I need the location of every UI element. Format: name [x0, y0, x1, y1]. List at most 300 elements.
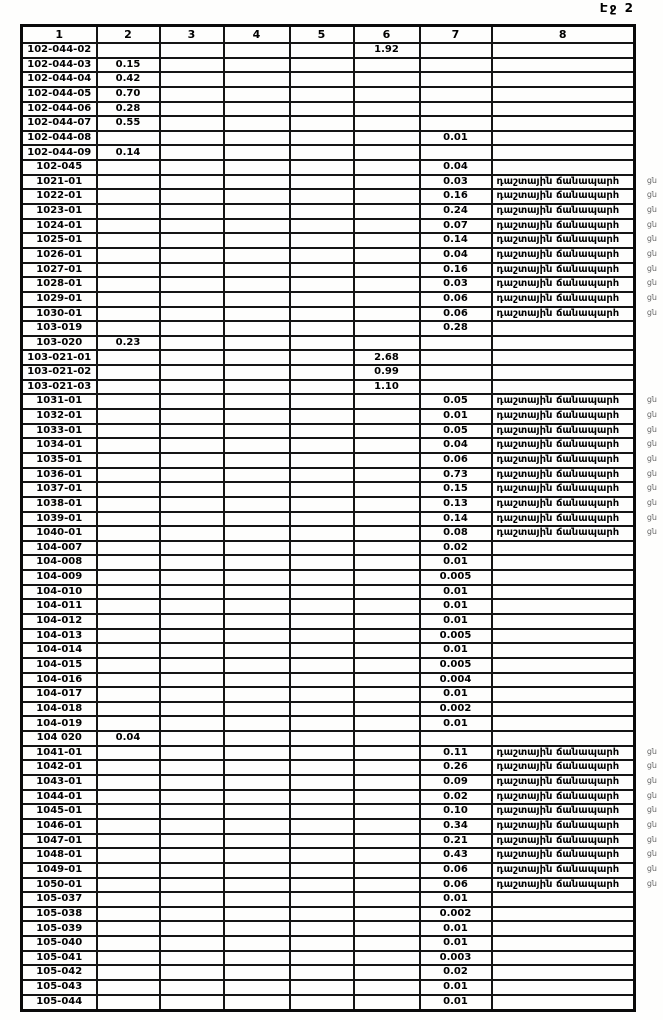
table-row [22, 497, 635, 512]
table-row [22, 892, 635, 907]
cell-col2 [97, 995, 160, 1011]
cell-col6 [354, 614, 420, 629]
cell-col6 [354, 673, 420, 688]
cell-col2 [97, 380, 160, 395]
cell-code: 104-009 [22, 570, 97, 585]
cell-col8: դաշտային ճանապարհ ցն [492, 497, 635, 512]
cell-col7 [420, 350, 492, 365]
cell-col5 [290, 775, 354, 790]
cell-col3 [160, 189, 224, 204]
cell-col7 [420, 87, 492, 102]
margin-mark: ցն [646, 483, 657, 493]
cell-code: 104-011 [22, 599, 97, 614]
cell-col6 [354, 102, 420, 117]
table-row [22, 951, 635, 966]
cell-col8 [492, 321, 635, 336]
table-row [22, 863, 635, 878]
cell-col5 [290, 263, 354, 278]
column-header-7: 7 [420, 26, 492, 44]
cell-col2 [97, 263, 160, 278]
cell-col3 [160, 365, 224, 380]
cell-code: 105-037 [22, 892, 97, 907]
margin-mark: ցն [646, 410, 657, 420]
cell-col6 [354, 878, 420, 893]
cell-col4 [224, 512, 290, 527]
cell-col8 [492, 43, 635, 58]
cell-col3 [160, 834, 224, 849]
cell-col7 [420, 72, 492, 87]
cell-col2 [97, 863, 160, 878]
header-row [22, 26, 635, 44]
cell-col4 [224, 673, 290, 688]
cell-col7: 0.02 [420, 541, 492, 556]
cell-col5 [290, 936, 354, 951]
table-row [22, 336, 635, 351]
cell-code: 103-021-02 [22, 365, 97, 380]
cell-col4 [224, 263, 290, 278]
cell-col3 [160, 995, 224, 1011]
cell-col8 [492, 570, 635, 585]
cell-col5 [290, 716, 354, 731]
table-row [22, 921, 635, 936]
cell-col7: 0.16 [420, 263, 492, 278]
cell-col8: դաշտային ճանապարհ ցն [492, 189, 635, 204]
cell-col5 [290, 292, 354, 307]
cell-col4 [224, 468, 290, 483]
cell-code: 1044-01 [22, 790, 97, 805]
margin-mark: ցն [646, 205, 657, 215]
column-header-5: 5 [290, 26, 354, 44]
cell-col7: 0.03 [420, 175, 492, 190]
cell-col7: 0.01 [420, 716, 492, 731]
cell-col8: դաշտային ճանապարհ ցն [492, 878, 635, 893]
table-row [22, 233, 635, 248]
cell-col7: 0.08 [420, 526, 492, 541]
margin-mark: ցն [646, 849, 657, 859]
cell-col5 [290, 702, 354, 717]
cell-col7: 0.01 [420, 599, 492, 614]
cell-col4 [224, 482, 290, 497]
cell-code: 1032-01 [22, 409, 97, 424]
cell-col2 [97, 307, 160, 322]
cell-col8: դաշտային ճանապարհ ցն [492, 804, 635, 819]
margin-mark: ցն [646, 234, 657, 244]
table-header [22, 26, 635, 44]
cell-col4 [224, 131, 290, 146]
cell-col3 [160, 160, 224, 175]
cell-col5 [290, 350, 354, 365]
cell-col5 [290, 687, 354, 702]
cell-col3 [160, 43, 224, 58]
cell-col5 [290, 424, 354, 439]
cell-code: 105-043 [22, 980, 97, 995]
cell-col8: դաշտային ճանապարհ ցն [492, 790, 635, 805]
table-row [22, 790, 635, 805]
margin-mark: ցն [646, 468, 657, 478]
cell-col5 [290, 189, 354, 204]
table-row [22, 482, 635, 497]
cell-col4 [224, 438, 290, 453]
cell-col7: 0.005 [420, 570, 492, 585]
table-row [22, 570, 635, 585]
cell-col8: դաշտային ճանապարհ ցն [492, 424, 635, 439]
cell-col4 [224, 204, 290, 219]
cell-col2 [97, 160, 160, 175]
table-row [22, 804, 635, 819]
cell-col6 [354, 131, 420, 146]
cell-col4 [224, 116, 290, 131]
table-row [22, 365, 635, 380]
cell-col3 [160, 555, 224, 570]
cell-col6 [354, 409, 420, 424]
cell-col7: 0.005 [420, 629, 492, 644]
cell-col3 [160, 819, 224, 834]
cell-col2 [97, 921, 160, 936]
cell-col3 [160, 965, 224, 980]
cell-col3 [160, 277, 224, 292]
cell-col8 [492, 145, 635, 160]
cell-col6 [354, 760, 420, 775]
cell-code: 1047-01 [22, 834, 97, 849]
cell-col6 [354, 980, 420, 995]
cell-code: 102-044-07 [22, 116, 97, 131]
cell-col5 [290, 804, 354, 819]
cell-col2 [97, 804, 160, 819]
cell-col2: 0.55 [97, 116, 160, 131]
cell-col2 [97, 702, 160, 717]
cell-col8: դաշտային ճանապարհ ցն [492, 409, 635, 424]
cell-code: 103-021-03 [22, 380, 97, 395]
cell-col5 [290, 995, 354, 1011]
cell-col8: դաշտային ճանապարհ ցն [492, 204, 635, 219]
cell-col3 [160, 951, 224, 966]
cell-col3 [160, 585, 224, 600]
cell-col2 [97, 189, 160, 204]
table-row [22, 189, 635, 204]
margin-mark: ցն [646, 790, 657, 800]
cell-col4 [224, 526, 290, 541]
cell-col7: 0.01 [420, 936, 492, 951]
cell-code: 1037-01 [22, 482, 97, 497]
margin-mark: ցն [646, 453, 657, 463]
cell-col2: 0.28 [97, 102, 160, 117]
cell-col4 [224, 394, 290, 409]
cell-col5 [290, 497, 354, 512]
cell-code: 105-040 [22, 936, 97, 951]
table-row [22, 204, 635, 219]
cell-col6 [354, 263, 420, 278]
cell-col6 [354, 570, 420, 585]
cell-col7: 0.43 [420, 848, 492, 863]
data-table [20, 24, 657, 1012]
cell-col3 [160, 145, 224, 160]
cell-col3 [160, 409, 224, 424]
cell-code: 104 020 [22, 731, 97, 746]
cell-col6 [354, 731, 420, 746]
margin-mark: ցն [646, 219, 657, 229]
cell-col3 [160, 921, 224, 936]
table-row [22, 350, 635, 365]
cell-col2 [97, 643, 160, 658]
cell-code: 104-018 [22, 702, 97, 717]
cell-col8: դաշտային ճանապարհ ցն [492, 394, 635, 409]
cell-code: 1025-01 [22, 233, 97, 248]
cell-col8: դաշտային ճանապարհ ցն [492, 248, 635, 263]
cell-col3 [160, 702, 224, 717]
cell-col8 [492, 995, 635, 1011]
cell-col3 [160, 263, 224, 278]
cell-col6 [354, 863, 420, 878]
cell-col4 [224, 541, 290, 556]
cell-col5 [290, 116, 354, 131]
cell-col4 [224, 907, 290, 922]
cell-code: 105-044 [22, 995, 97, 1011]
cell-col3 [160, 453, 224, 468]
cell-col3 [160, 541, 224, 556]
cell-col4 [224, 424, 290, 439]
cell-col6 [354, 292, 420, 307]
cell-col6 [354, 746, 420, 761]
cell-col5 [290, 102, 354, 117]
margin-mark: ցն [646, 878, 657, 888]
cell-col5 [290, 482, 354, 497]
cell-col2 [97, 409, 160, 424]
cell-col7: 0.06 [420, 863, 492, 878]
cell-code: 103-020 [22, 336, 97, 351]
cell-code: 1024-01 [22, 219, 97, 234]
cell-col5 [290, 131, 354, 146]
cell-col6: 1.92 [354, 43, 420, 58]
table-row [22, 702, 635, 717]
cell-col5 [290, 878, 354, 893]
cell-col5 [290, 58, 354, 73]
cell-col2 [97, 219, 160, 234]
cell-col2 [97, 512, 160, 527]
cell-code: 1040-01 [22, 526, 97, 541]
table-row [22, 468, 635, 483]
cell-col3 [160, 336, 224, 351]
cell-col6 [354, 248, 420, 263]
cell-code: 1048-01 [22, 848, 97, 863]
cell-col5 [290, 175, 354, 190]
cell-col6 [354, 438, 420, 453]
cell-col7: 0.005 [420, 658, 492, 673]
cell-code: 104-016 [22, 673, 97, 688]
cell-col5 [290, 848, 354, 863]
cell-col4 [224, 643, 290, 658]
cell-code: 1030-01 [22, 307, 97, 322]
cell-code: 102-044-09 [22, 145, 97, 160]
cell-col8 [492, 72, 635, 87]
cell-code: 104-008 [22, 555, 97, 570]
table-row [22, 775, 635, 790]
cell-code: 105-039 [22, 921, 97, 936]
cell-col6 [354, 599, 420, 614]
cell-col5 [290, 585, 354, 600]
cell-col3 [160, 350, 224, 365]
cell-col7: 0.01 [420, 687, 492, 702]
cell-col7: 0.01 [420, 995, 492, 1011]
cell-col3 [160, 570, 224, 585]
table-row [22, 995, 635, 1011]
table-row [22, 599, 635, 614]
cell-col3 [160, 380, 224, 395]
cell-col4 [224, 380, 290, 395]
cell-col5 [290, 658, 354, 673]
cell-col3 [160, 292, 224, 307]
table-body [22, 43, 657, 1011]
cell-col6 [354, 804, 420, 819]
cell-code: 102-044-06 [22, 102, 97, 117]
cell-col8 [492, 102, 635, 117]
cell-code: 104-015 [22, 658, 97, 673]
cell-col5 [290, 307, 354, 322]
margin-mark: ցն [646, 512, 657, 522]
cell-col6 [354, 775, 420, 790]
cell-col4 [224, 965, 290, 980]
cell-code: 1026-01 [22, 248, 97, 263]
cell-col4 [224, 834, 290, 849]
margin-mark: ցն [646, 819, 657, 829]
cell-col6 [354, 233, 420, 248]
cell-col6 [354, 892, 420, 907]
cell-col4 [224, 453, 290, 468]
cell-col7: 0.02 [420, 790, 492, 805]
cell-code: 102-044-08 [22, 131, 97, 146]
table-row [22, 43, 635, 58]
cell-col5 [290, 614, 354, 629]
cell-col2 [97, 541, 160, 556]
cell-col5 [290, 248, 354, 263]
cell-code: 104-019 [22, 716, 97, 731]
cell-col3 [160, 599, 224, 614]
cell-col4 [224, 716, 290, 731]
cell-col7: 0.003 [420, 951, 492, 966]
column-header-3: 3 [160, 26, 224, 44]
cell-col5 [290, 980, 354, 995]
cell-col8: դաշտային ճանապարհ ցն [492, 277, 635, 292]
cell-col3 [160, 716, 224, 731]
cell-col7: 0.73 [420, 468, 492, 483]
cell-col2 [97, 614, 160, 629]
cell-col7: 0.05 [420, 424, 492, 439]
cell-col4 [224, 570, 290, 585]
cell-col7 [420, 380, 492, 395]
cell-col4 [224, 87, 290, 102]
cell-col5 [290, 921, 354, 936]
cell-col2 [97, 585, 160, 600]
cell-col3 [160, 438, 224, 453]
cell-col6 [354, 629, 420, 644]
cell-col7: 0.14 [420, 512, 492, 527]
cell-col8: դաշտային ճանապարհ ցն [492, 307, 635, 322]
table-row [22, 643, 635, 658]
cell-col4 [224, 980, 290, 995]
cell-col4 [224, 365, 290, 380]
cell-col5 [290, 863, 354, 878]
cell-col8 [492, 599, 635, 614]
cell-col5 [290, 526, 354, 541]
cell-col4 [224, 175, 290, 190]
cell-col2 [97, 775, 160, 790]
cell-col8 [492, 116, 635, 131]
cell-col3 [160, 497, 224, 512]
table-row [22, 658, 635, 673]
cell-col8 [492, 980, 635, 995]
cell-col6 [354, 819, 420, 834]
cell-code: 105-041 [22, 951, 97, 966]
cell-col7 [420, 336, 492, 351]
margin-mark: ցն [646, 497, 657, 507]
cell-col8: դաշտային ճանապարհ ցն [492, 863, 635, 878]
cell-col3 [160, 233, 224, 248]
cell-col6 [354, 936, 420, 951]
cell-code: 102-044-03 [22, 58, 97, 73]
cell-col7: 0.24 [420, 204, 492, 219]
margin-mark: ցն [646, 746, 657, 756]
table-row [22, 673, 635, 688]
cell-col2 [97, 526, 160, 541]
cell-col3 [160, 116, 224, 131]
cell-col3 [160, 775, 224, 790]
cell-col6 [354, 189, 420, 204]
cell-col3 [160, 731, 224, 746]
cell-code: 102-044-04 [22, 72, 97, 87]
cell-col2 [97, 599, 160, 614]
cell-col8: դաշտային ճանապարհ ցն [492, 526, 635, 541]
cell-col6 [354, 394, 420, 409]
cell-col5 [290, 599, 354, 614]
cell-col6: 0.99 [354, 365, 420, 380]
cell-col4 [224, 58, 290, 73]
cell-code: 104-013 [22, 629, 97, 644]
cell-col5 [290, 512, 354, 527]
cell-code: 1050-01 [22, 878, 97, 893]
table-row [22, 131, 635, 146]
cell-col8: դաշտային ճանապարհ ցն [492, 819, 635, 834]
cell-col7: 0.06 [420, 292, 492, 307]
cell-col6 [354, 965, 420, 980]
cell-col6 [354, 453, 420, 468]
cell-col5 [290, 43, 354, 58]
cell-col3 [160, 321, 224, 336]
cell-col3 [160, 687, 224, 702]
cell-col8: դաշտային ճանապարհ ցն [492, 219, 635, 234]
table-row [22, 438, 635, 453]
margin-mark: ցն [646, 395, 657, 405]
cell-col2 [97, 453, 160, 468]
cell-code: 1031-01 [22, 394, 97, 409]
cell-code: 105-038 [22, 907, 97, 922]
table-row [22, 526, 635, 541]
cell-col7: 0.01 [420, 643, 492, 658]
cell-col4 [224, 878, 290, 893]
cell-col2 [97, 658, 160, 673]
margin-mark: ցն [646, 248, 657, 258]
cell-col7: 0.21 [420, 834, 492, 849]
cell-col2 [97, 438, 160, 453]
margin-mark: ցն [646, 307, 657, 317]
cell-col5 [290, 555, 354, 570]
cell-col3 [160, 468, 224, 483]
cell-col5 [290, 233, 354, 248]
cell-col8: դաշտային ճանապարհ ցն [492, 482, 635, 497]
cell-col6 [354, 277, 420, 292]
cell-col4 [224, 277, 290, 292]
cell-code: 1045-01 [22, 804, 97, 819]
cell-col4 [224, 219, 290, 234]
cell-col4 [224, 321, 290, 336]
